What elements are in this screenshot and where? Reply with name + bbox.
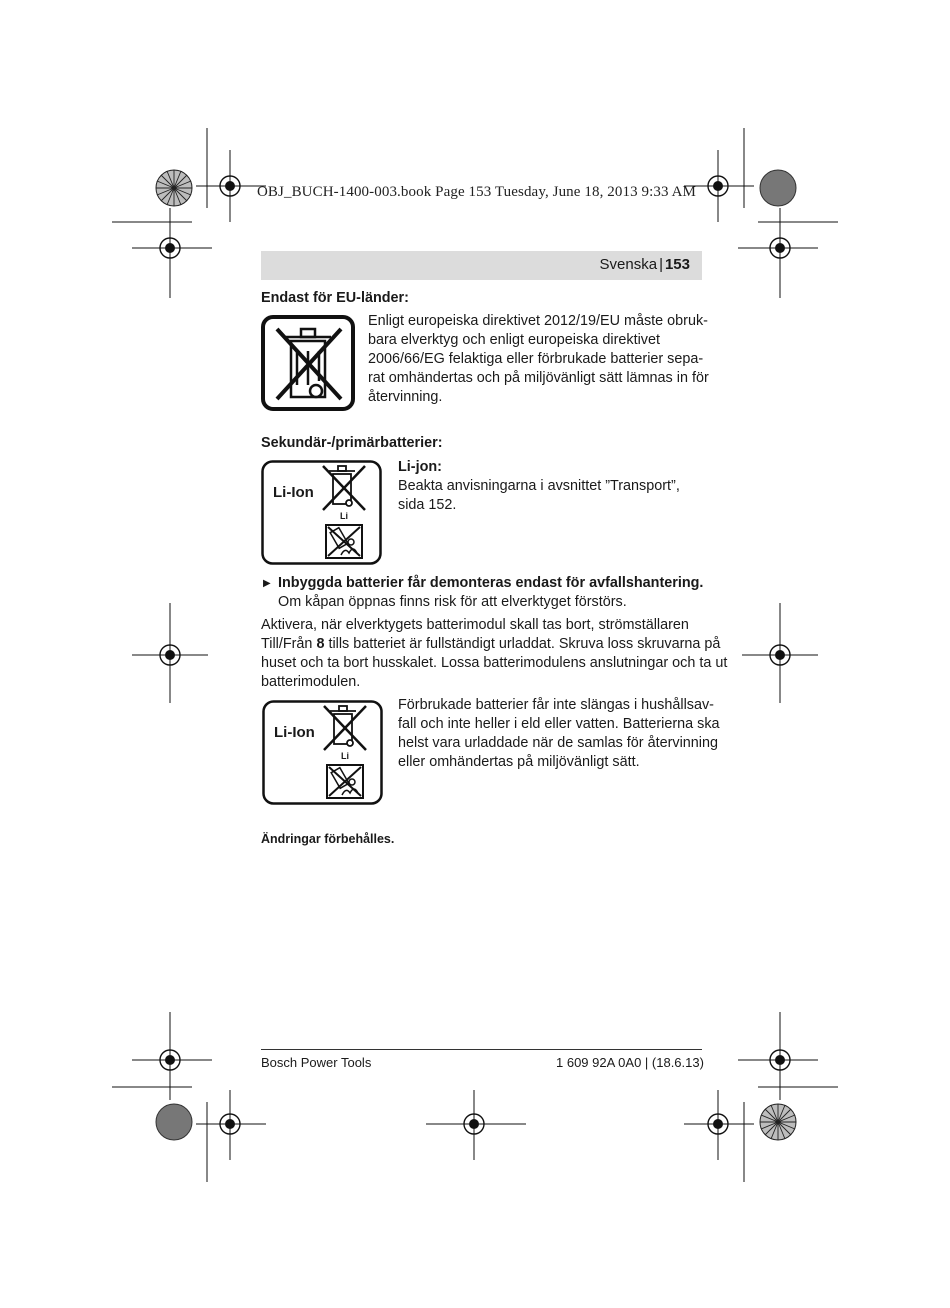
li-ion-line: Beakta anvisningarna i avsnittet ”Transport”, <box>398 478 680 494</box>
disposal-line: eller omhändertas på miljövänligt sätt. <box>398 754 640 770</box>
bullet-triangle-icon: ▶ <box>263 578 271 589</box>
instruction-line2-post: tills batteriet är fullständigt urladdat. Skruva loss skruvarna på <box>324 636 721 652</box>
disclaimer: Ändringar förbehålles. <box>261 832 395 846</box>
instruction-line: huset och ta bort husskalet. Lossa batterimodulens anslutningar och ta ut <box>261 655 728 671</box>
li-ion-frame-icon <box>262 700 383 805</box>
eu-line: rat omhändertas och på miljövänligt sätt lämnas in för <box>368 370 709 386</box>
instruction-line: Aktivera, när elverktygets batterimodul skall tas bort, strömställaren <box>261 617 689 633</box>
header-separator: | <box>659 256 663 273</box>
eu-line: bara elverktyg och enligt europeiska direktivet <box>368 332 660 348</box>
eu-heading: Endast för EU-länder: <box>261 290 409 306</box>
eu-line: återvinning. <box>368 389 443 405</box>
instruction-line2-pre: Till/Från <box>261 636 317 652</box>
page-header <box>261 251 702 280</box>
crossed-bin-icon <box>261 315 355 411</box>
li-ion-label: Li-Ion <box>274 724 315 741</box>
eu-line: 2006/66/EG felaktiga eller förbrukade batterier sepa- <box>368 351 704 367</box>
footer-brand: Bosch Power Tools <box>261 1055 372 1070</box>
warning-bold-line: Inbyggda batterier får demonteras endast för avfallshantering. <box>278 575 704 591</box>
li-ion-frame-icon <box>261 460 382 565</box>
header-language: Svenska <box>599 256 658 273</box>
li-ion-symbol-2 <box>262 700 383 805</box>
disposal-line: Förbrukade batterier får inte slängas i hushållsav- <box>398 697 714 713</box>
instruction-line: batterimodulen. <box>261 674 361 690</box>
eu-line: Enligt europeiska direktivet 2012/19/EU måste obruk- <box>368 313 708 329</box>
page-number: 153 <box>664 256 690 273</box>
switch-reference: 8 <box>316 636 325 652</box>
warning <box>278 574 703 612</box>
li-ion-text <box>398 458 680 515</box>
batteries-heading: Sekundär-/primärbatterier: <box>261 435 443 451</box>
print-slug: OBJ_BUCH-1400-003.book Page 153 Tuesday, June 18, 2013 9:33 AM <box>257 184 696 200</box>
li-sublabel: Li <box>340 511 348 521</box>
disposal-line: fall och inte heller i eld eller vatten. Batterierna ska <box>398 716 720 732</box>
disposal-line: helst vara urladdade när de samlas för återvinning <box>398 735 718 751</box>
li-ion-label: Li-Ion <box>273 484 314 501</box>
li-ion-line: sida 152. <box>398 497 457 513</box>
disposal-paragraph <box>398 696 720 772</box>
li-ion-symbol-1 <box>261 460 382 565</box>
warning-line: Om kåpan öppnas finns risk för att elverktyget förstörs. <box>278 594 627 610</box>
li-sublabel: Li <box>341 751 349 761</box>
instruction-line <box>261 635 727 654</box>
instruction <box>261 616 727 692</box>
footer-divider <box>261 1049 702 1050</box>
li-ion-subheading: Li-jon: <box>398 459 442 475</box>
eu-paragraph <box>368 312 709 407</box>
footer-doc-number: 1 609 92A 0A0 | (18.6.13) <box>556 1055 704 1070</box>
